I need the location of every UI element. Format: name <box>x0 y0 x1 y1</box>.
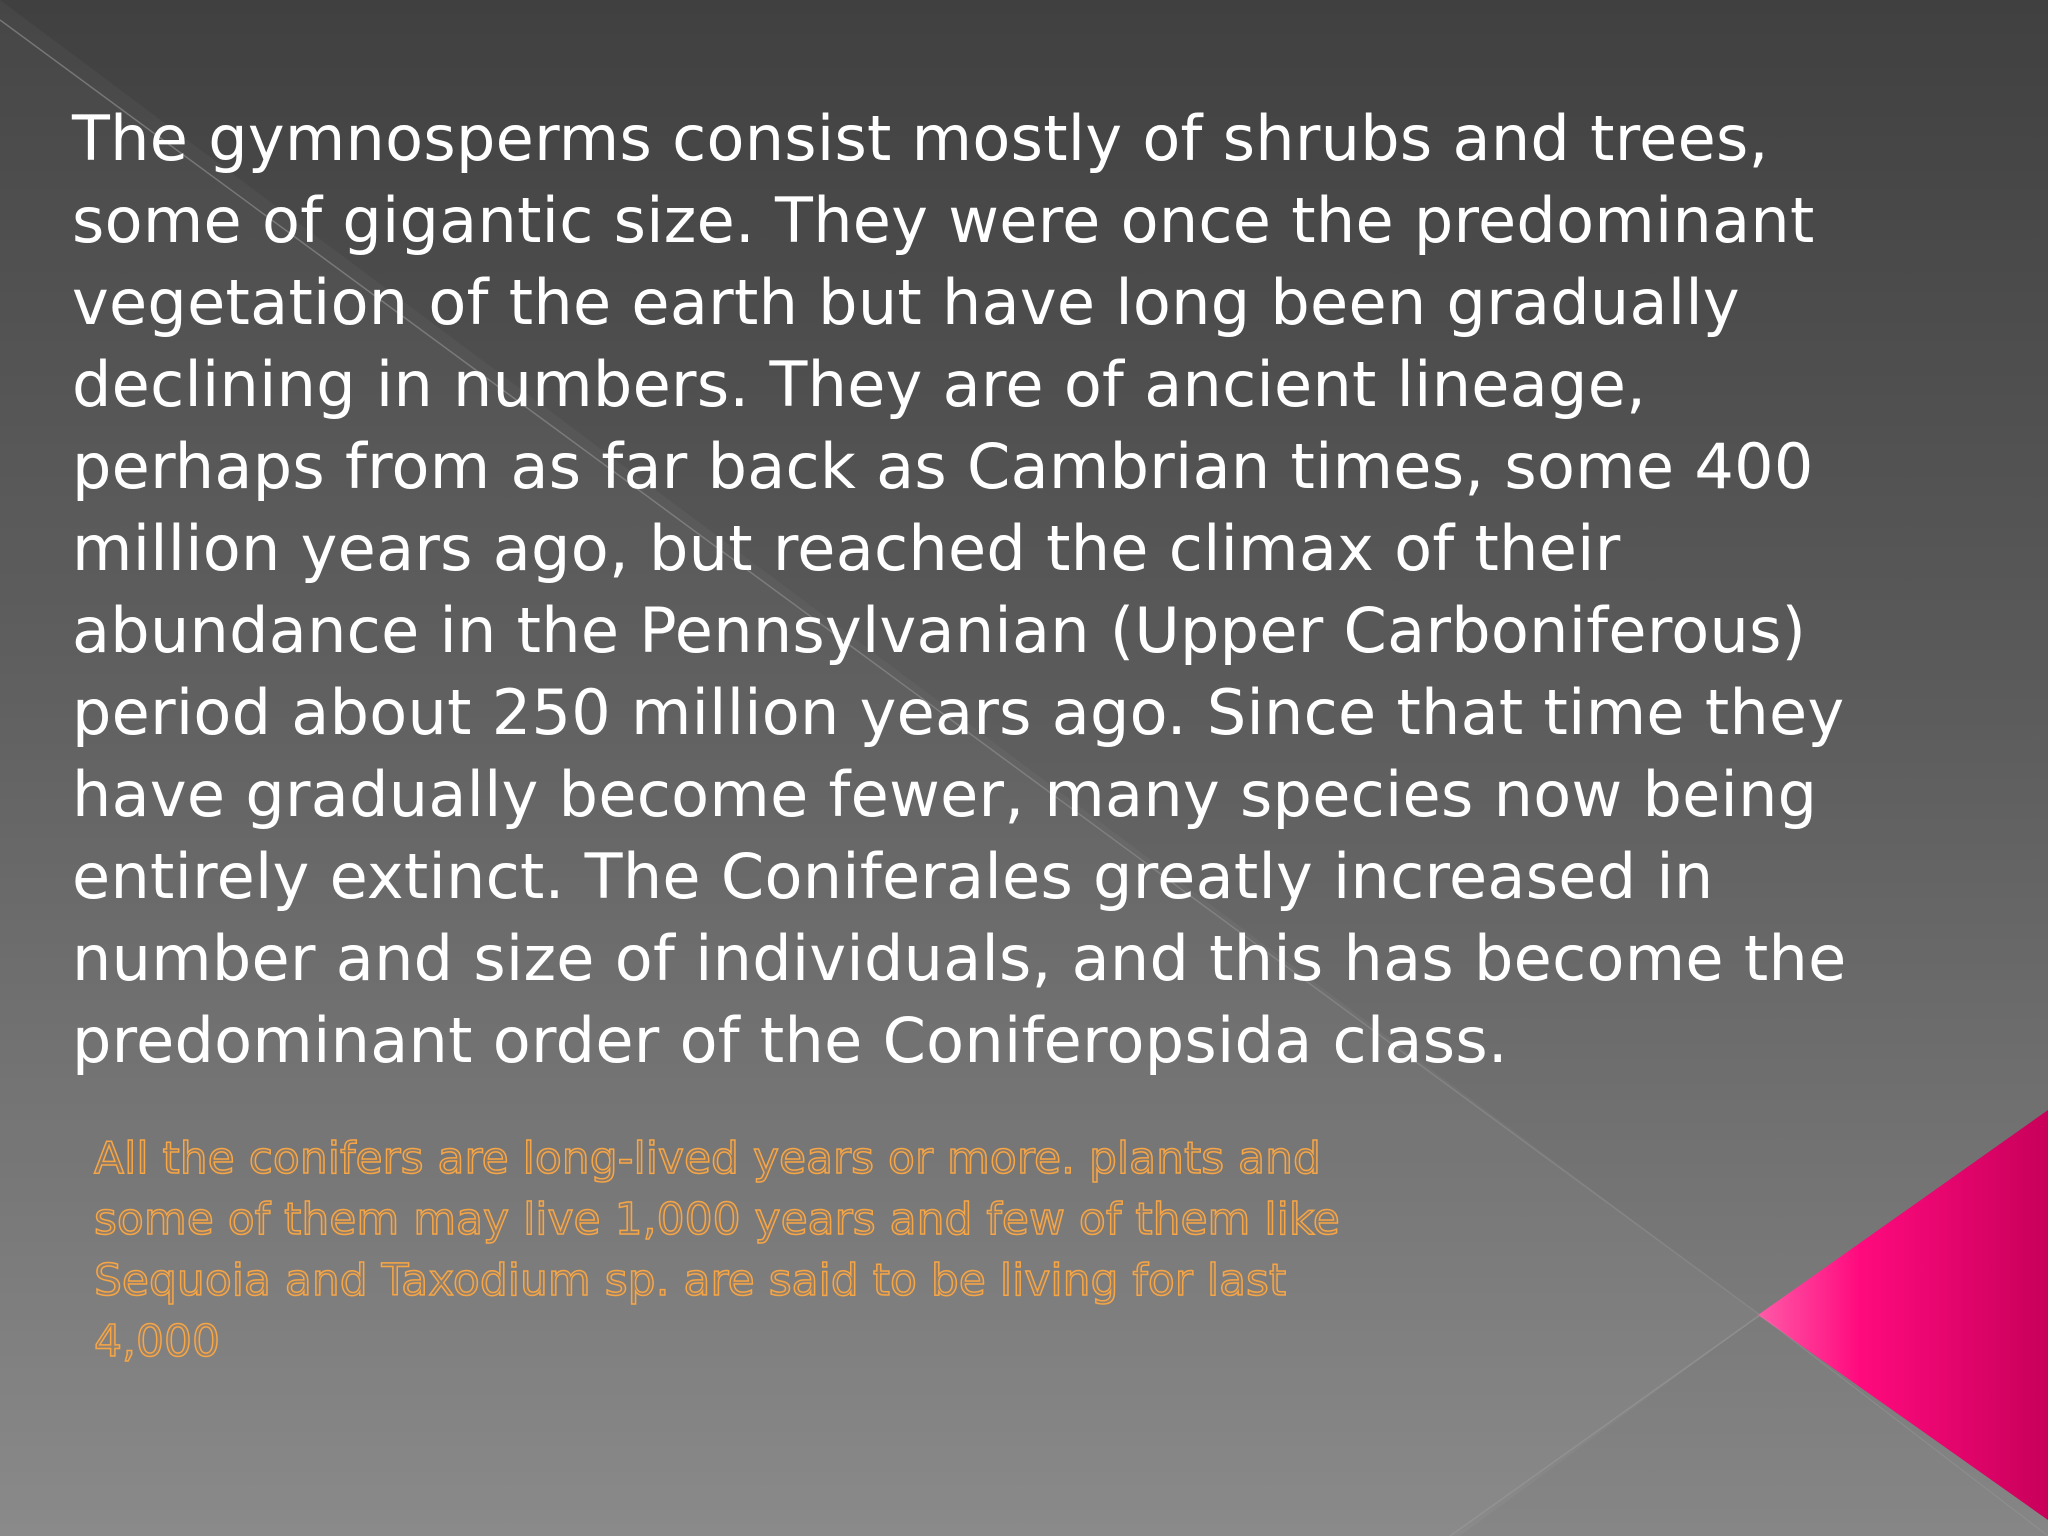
slide-note-text: All the conifers are long-lived years or more. plants and some of them may live 1,000 years and few of them like Sequoia and Taxodium sp. are said to be living for last 4,000 <box>94 1133 1340 1367</box>
magenta-triangle-accent <box>1758 1110 2048 1520</box>
slide-body-text: The gymnosperms consist mostly of shrubs and trees, some of gigantic size. They were once the predominant vegetation of the earth but have long been gradually declining in numbers. They are of ancient lineage, perhaps from as far back as Cambrian times, some 400 million years ago, but reached the climax of their abundance in the Pennsylvanian (Upper Carboniferous) period about 250 million years ago. Since that time they have gradually become fewer, many species now being entirely extinct. The Coniferales greatly increased in number and size of individuals, and this has become the predominant order of the Coniferopsida class. <box>72 102 1847 1077</box>
